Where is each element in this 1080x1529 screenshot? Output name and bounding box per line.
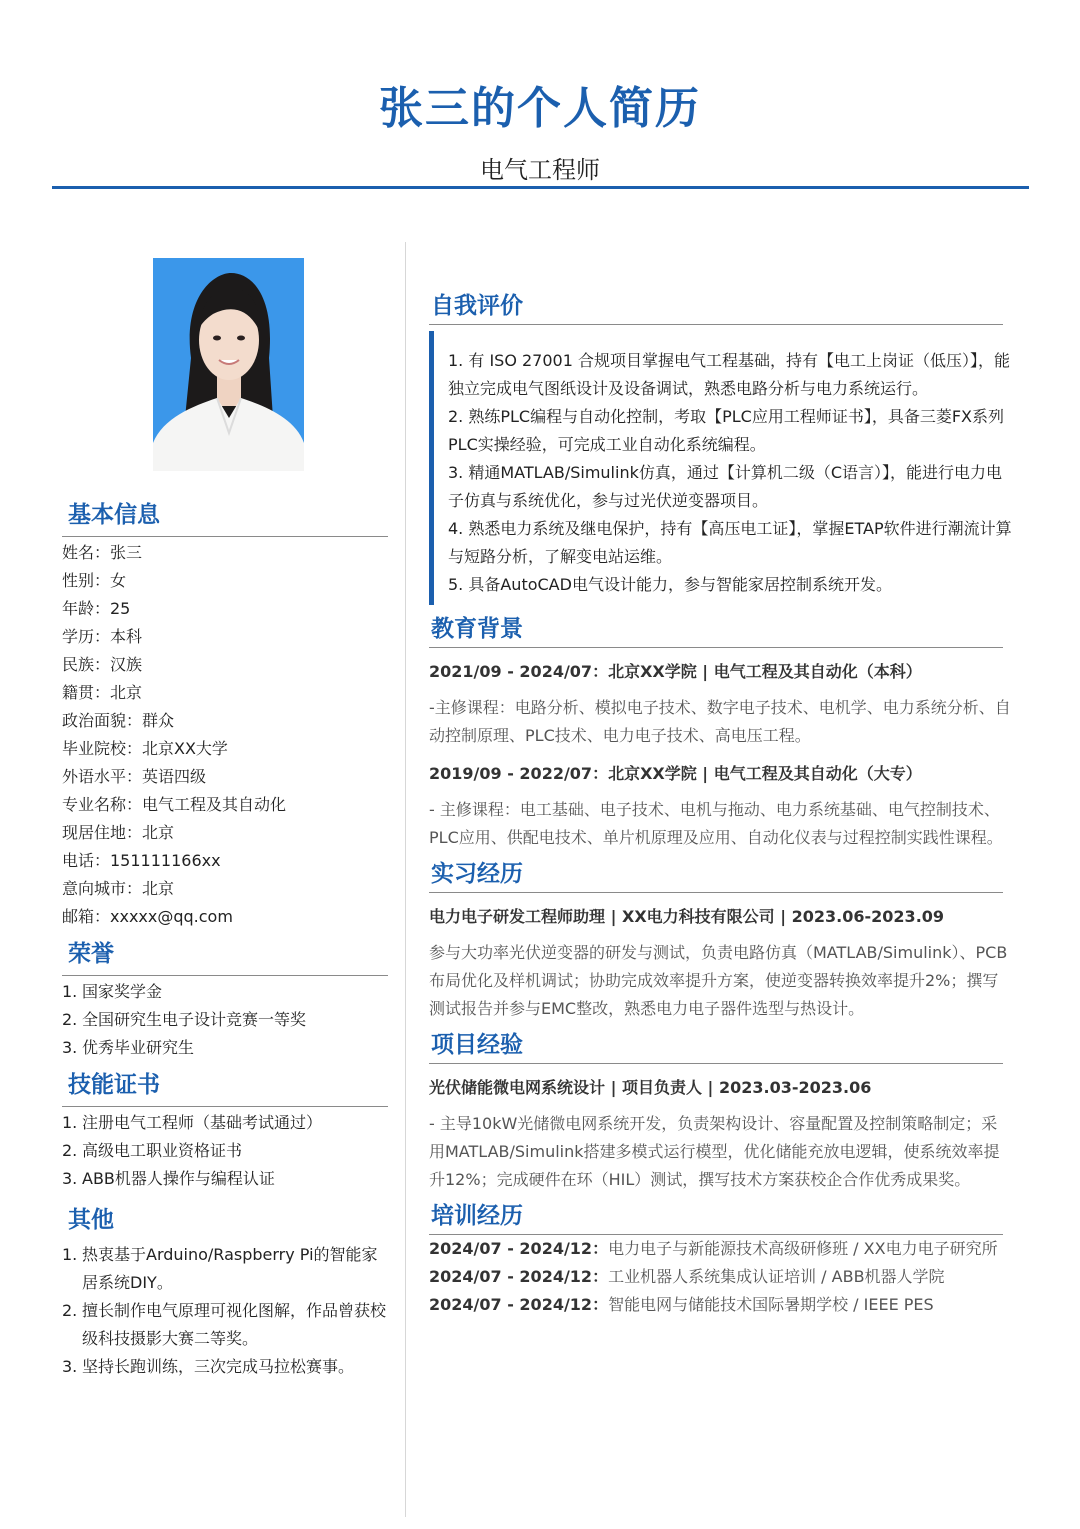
project-body: - 主导10kW光储微电网系统开发，负责架构设计、容量配置及控制策略制定；采用MATLAB/Simulink搭建多模式运行模型，优化储能充放电逻辑，使系统效率提升12%；完成硬件在环（HIL）测试，撰写技术方案获校企合作优秀成果奖。 xyxy=(429,1114,1000,1189)
resume-title: 张三的个人简历 xyxy=(379,83,701,134)
self-eval-item: 2. 熟练PLC编程与自动化控制，考取【PLC应用工程师证书】，具备三菱FX系列PLC实操经验，可完成工业自动化系统编程。 xyxy=(448,407,1004,454)
list-item: 3. 坚持长跑训练，三次完成马拉松赛事。 xyxy=(62,1357,355,1376)
other-section xyxy=(62,1203,388,1381)
info-email: 邮箱：xxxxx@qq.com xyxy=(62,907,233,926)
list-item: 3. ABB机器人操作与编程认证 xyxy=(62,1169,275,1188)
project-title: 项目经验 xyxy=(431,1032,523,1058)
list-item: 1. 注册电气工程师（基础考试通过） xyxy=(62,1113,323,1132)
self-eval-item: 3. 精通MATLAB/Simulink仿真，通过【计算机二级（C语言）】，能进行电力电子仿真与系统优化，参与过光伏逆变器项目。 xyxy=(448,463,1003,510)
certs-title: 技能证书 xyxy=(68,1072,160,1098)
list-item: 2. 擅长制作电气原理可视化图解，作品曾获校级科技摄影大赛二等奖。 xyxy=(62,1301,387,1348)
self-eval-item: 1. 有 ISO 27001 合规项目掌握电气工程基础，持有【电工上岗证（低压）】，能独立完成电气图纸设计及设备调试，熟悉电路分析与电力系统运行。 xyxy=(448,351,1010,398)
training-title: 培训经历 xyxy=(431,1203,523,1229)
other-title: 其他 xyxy=(68,1207,114,1233)
education-entry-body: - 主修课程：电工基础、电子技术、电机与拖动、电力系统基础、电气控制技术、PLC应用、供配电技术、单片机原理及应用、自动化仪表与过程控制实践性课程。 xyxy=(429,800,1003,847)
info-language: 外语水平：英语四级 xyxy=(62,767,207,786)
basic-info-title: 基本信息 xyxy=(68,502,160,528)
training-section xyxy=(429,1198,1013,1319)
self-eval-section xyxy=(429,288,1013,605)
info-residence: 现居住地：北京 xyxy=(62,823,175,842)
education-entry-body: -主修课程：电路分析、模拟电子技术、数字电子技术、电机学、电力系统分析、自动控制原理、PLC技术、电力电子技术、高电压工程。 xyxy=(429,698,1011,745)
info-name: 姓名：张三 xyxy=(62,543,143,562)
section-divider xyxy=(429,647,1003,648)
internship-title: 实习经历 xyxy=(431,861,523,887)
section-divider xyxy=(62,536,388,537)
list-item: 2. 高级电工职业资格证书 xyxy=(62,1141,243,1160)
project-head: 光伏储能微电网系统设计 | 项目负责人 | 2023.03-2023.06 xyxy=(429,1078,872,1097)
section-divider xyxy=(62,975,388,976)
info-major: 专业名称：电气工程及其自动化 xyxy=(62,795,287,814)
list-item: 1. 国家奖学金 xyxy=(62,982,163,1001)
education-title: 教育背景 xyxy=(431,616,523,642)
info-origin: 籍贯：北京 xyxy=(62,683,143,702)
honors-section xyxy=(62,937,388,1062)
info-school: 毕业院校：北京XX大学 xyxy=(62,739,228,758)
list-item: 2. 全国研究生电子设计竞赛一等奖 xyxy=(62,1010,307,1029)
header-divider xyxy=(52,186,1029,189)
basic-info-section xyxy=(62,498,388,931)
info-age: 年龄：25 xyxy=(62,599,131,618)
training-row: 2024/07 - 2024/12：电力电子与新能源技术高级研修班 / XX电力电子研究所 xyxy=(429,1239,998,1258)
section-divider xyxy=(429,892,1003,893)
project-section xyxy=(429,1027,1013,1194)
education-entry-head: 2021/09 - 2024/07：北京XX学院 | 电气工程及其自动化（本科） xyxy=(429,662,922,681)
resume-header xyxy=(0,0,1080,192)
info-city: 意向城市：北京 xyxy=(62,879,175,898)
profile-photo xyxy=(153,258,304,471)
job-title: 电气工程师 xyxy=(480,156,600,184)
section-divider xyxy=(62,1106,388,1107)
info-degree: 学历：本科 xyxy=(62,627,143,646)
certs-section xyxy=(62,1068,388,1193)
internship-body: 参与大功率光伏逆变器的研发与测试，负责电路仿真（MATLAB/Simulink）、PCB布局优化及样机调试；协助完成效率提升方案，使逆变器转换效率提升2%；撰写测试报告并参与EMC整改，熟悉电力电子器件选型与热设计。 xyxy=(429,943,1008,1018)
info-ethnicity: 民族：汉族 xyxy=(62,655,143,674)
section-divider xyxy=(429,324,1003,325)
training-row: 2024/07 - 2024/12：工业机器人系统集成认证培训 / ABB机器人学院 xyxy=(429,1267,945,1286)
training-row: 2024/07 - 2024/12：智能电网与储能技术国际暑期学校 / IEEE PES xyxy=(429,1295,934,1314)
left-column xyxy=(62,498,388,1381)
section-divider xyxy=(429,1063,1003,1064)
internship-section xyxy=(429,856,1013,1023)
honors-title: 荣誉 xyxy=(68,941,114,967)
internship-head: 电力电子研发工程师助理 | XX电力科技有限公司 | 2023.06-2023.09 xyxy=(429,907,945,926)
self-eval-item: 5. 具备AutoCAD电气设计能力，参与智能家居控制系统开发。 xyxy=(448,575,892,594)
self-eval-item: 4. 熟悉电力系统及继电保护，持有【高压电工证】，掌握ETAP软件进行潮流计算与短路分析，了解变电站运维。 xyxy=(448,519,1012,566)
list-item: 1. 热衷基于Arduino/Raspberry Pi的智能家居系统DIY。 xyxy=(62,1245,378,1292)
info-gender: 性别：女 xyxy=(62,571,127,590)
list-item: 3. 优秀毕业研究生 xyxy=(62,1038,195,1057)
self-eval-quote xyxy=(429,331,1013,605)
self-eval-title: 自我评价 xyxy=(431,293,523,319)
info-political: 政治面貌：群众 xyxy=(62,711,175,730)
info-phone: 电话：151111166xx xyxy=(62,851,221,870)
right-column xyxy=(429,288,1013,1319)
education-entry-head: 2019/09 - 2022/07：北京XX学院 | 电气工程及其自动化（大专） xyxy=(429,764,922,783)
column-divider xyxy=(405,242,406,1517)
education-section xyxy=(429,611,1013,852)
